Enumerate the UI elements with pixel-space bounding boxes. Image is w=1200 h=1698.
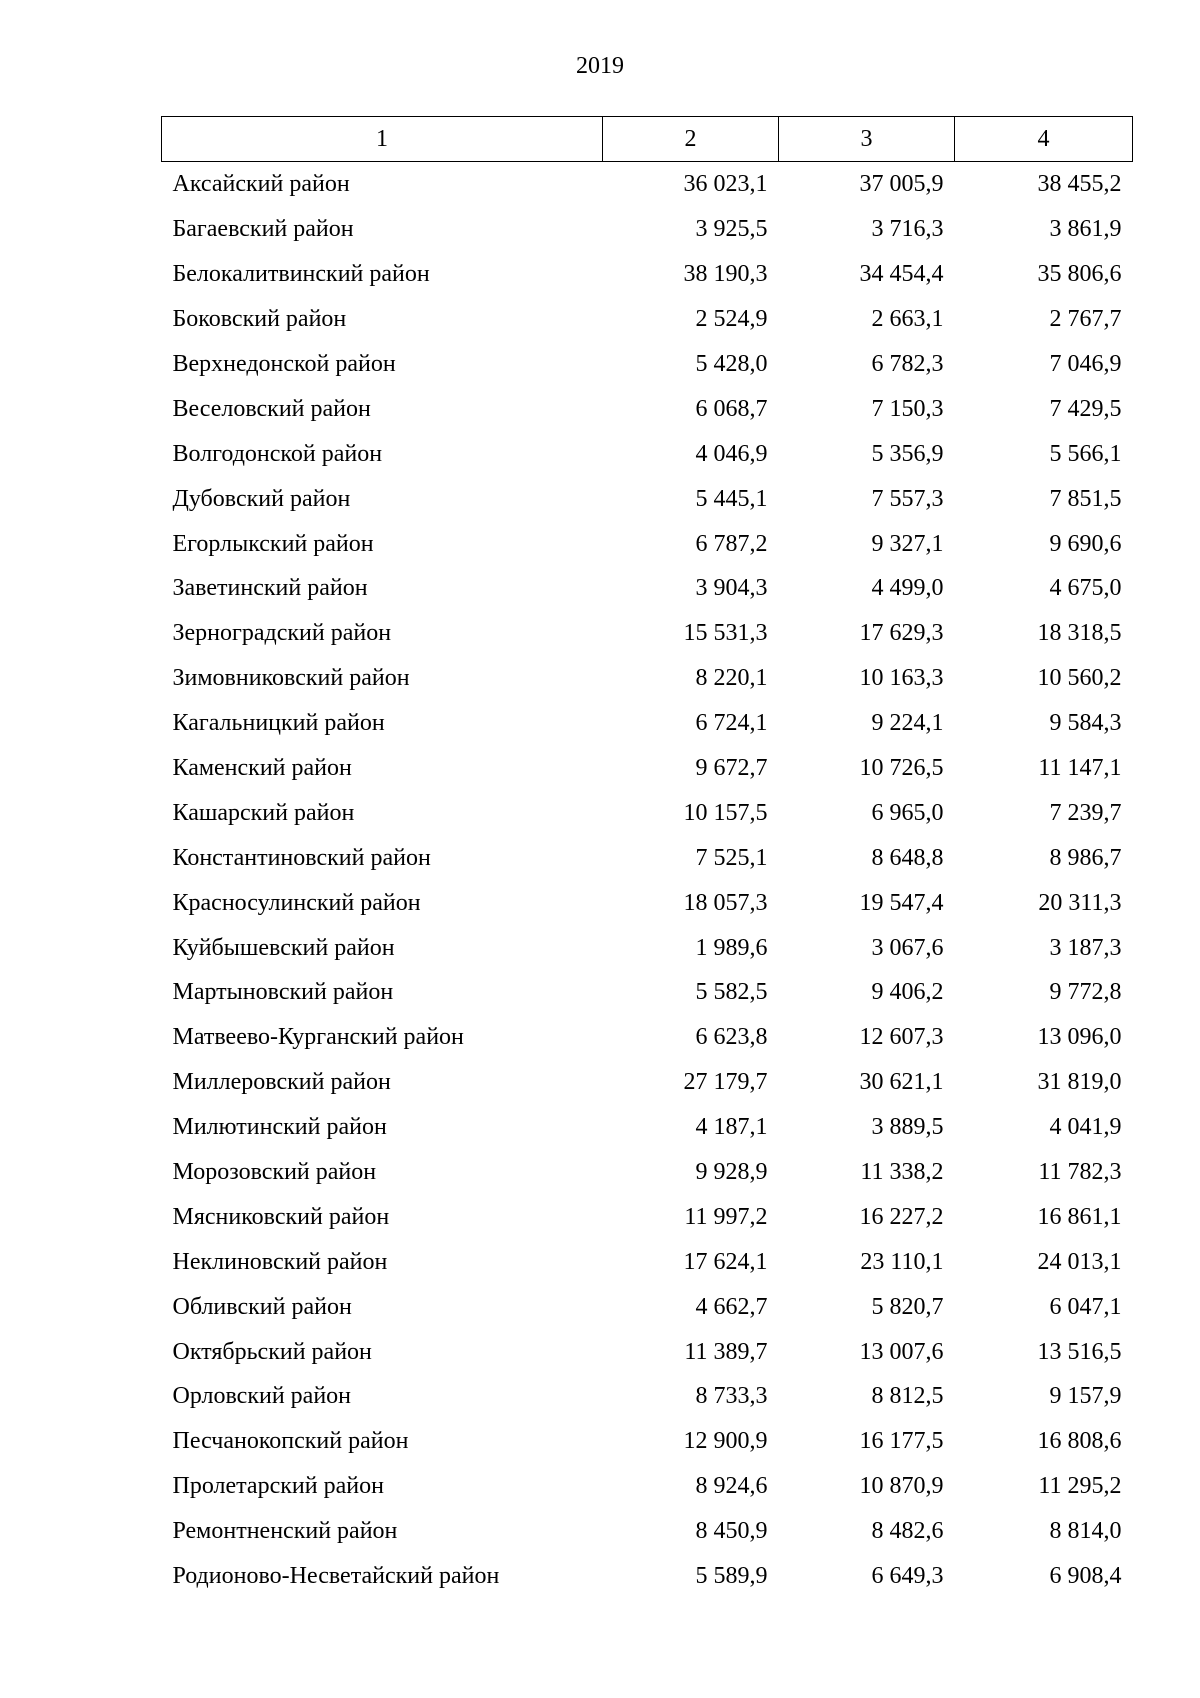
budget-table [161,116,1133,1599]
value-col-3: 8 648,8 [871,844,944,871]
district-name: Зерноградский район [172,620,392,647]
value-col-2: 5 582,5 [695,979,768,1006]
value-col-3: 3 716,3 [871,216,944,243]
district-name: Пролетарский район [172,1473,384,1500]
value-col-2: 38 190,3 [683,261,768,288]
value-col-3: 8 482,6 [871,1518,944,1545]
district-name: Родионово-Несветайский район [172,1563,500,1590]
table-row [162,746,1133,791]
table-row [162,521,1133,566]
table-row [162,1194,1133,1239]
value-col-4: 8 986,7 [1049,844,1122,871]
value-col-4: 11 295,2 [1038,1473,1122,1500]
district-name: Белокалитвинский район [172,261,430,288]
table-row [162,566,1133,611]
table-row [162,342,1133,387]
value-col-4: 3 861,9 [1049,216,1122,243]
table-row [162,207,1133,252]
value-col-3: 10 163,3 [859,665,944,692]
value-col-3: 12 607,3 [859,1024,944,1051]
value-col-2: 6 068,7 [695,395,768,422]
value-col-2: 36 023,1 [683,171,768,198]
table-row [162,431,1133,476]
value-col-2: 9 928,9 [695,1159,768,1186]
value-col-3: 10 870,9 [859,1473,944,1500]
value-col-2: 4 662,7 [695,1293,768,1320]
table-row [162,925,1133,970]
value-col-4: 18 318,5 [1037,620,1122,647]
value-col-3: 16 177,5 [859,1428,944,1455]
district-name: Милютинский район [172,1114,387,1141]
table-row [162,162,1133,207]
district-name: Мартыновский район [172,979,394,1006]
value-col-2: 17 624,1 [683,1248,768,1275]
value-col-3: 7 150,3 [871,395,944,422]
table-row [162,1015,1133,1060]
district-name: Неклиновский район [172,1248,388,1275]
value-col-4: 11 147,1 [1038,755,1122,782]
district-name: Обливский район [172,1293,352,1320]
value-col-3: 3 067,6 [871,934,944,961]
column-header-2: 2 [603,117,779,162]
district-name: Дубовский район [172,485,351,512]
value-col-2: 7 525,1 [695,844,768,871]
value-col-4: 13 096,0 [1037,1024,1122,1051]
table-row [162,1464,1133,1509]
district-name: Аксайский район [172,171,350,198]
value-col-3: 2 663,1 [871,306,944,333]
value-col-2: 4 187,1 [695,1114,768,1141]
table-row [162,835,1133,880]
value-col-3: 5 356,9 [871,440,944,467]
value-col-3: 3 889,5 [871,1114,944,1141]
value-col-2: 6 623,8 [695,1024,768,1051]
district-name: Каменский район [172,755,352,782]
table-row [162,1150,1133,1195]
value-col-2: 2 524,9 [695,306,768,333]
value-col-2: 1 989,6 [695,934,768,961]
value-col-3: 6 965,0 [871,799,944,826]
district-name: Песчанокопский район [172,1428,409,1455]
value-col-4: 9 690,6 [1049,530,1122,557]
column-header-1: 1 [162,117,603,162]
column-header-4: 4 [955,117,1133,162]
value-col-4: 10 560,2 [1037,665,1122,692]
column-header-3: 3 [779,117,955,162]
value-col-2: 12 900,9 [683,1428,768,1455]
table-row [162,880,1133,925]
value-col-4: 35 806,6 [1037,261,1122,288]
value-col-2: 11 389,7 [684,1338,768,1365]
value-col-3: 9 406,2 [871,979,944,1006]
table-row [162,1284,1133,1329]
value-col-4: 31 819,0 [1037,1069,1122,1096]
district-name: Егорлыкский район [172,530,374,557]
value-col-2: 9 672,7 [695,755,768,782]
value-col-2: 27 179,7 [683,1069,768,1096]
value-col-4: 9 584,3 [1049,710,1122,737]
value-col-4: 7 046,9 [1049,351,1122,377]
page-number: 2019 [576,53,624,79]
value-col-4: 9 157,9 [1049,1383,1122,1410]
value-col-4: 7 239,7 [1049,799,1122,826]
value-col-3: 5 820,7 [871,1293,944,1320]
value-col-4: 16 861,1 [1037,1203,1122,1230]
district-name: Волгодонской район [172,440,383,467]
district-name: Заветинский район [172,575,368,602]
value-col-2: 8 220,1 [695,665,768,692]
district-name: Мясниковский район [172,1203,390,1230]
value-col-2: 11 997,2 [684,1203,768,1230]
value-col-2: 5 445,1 [695,485,768,512]
district-name: Морозовский район [172,1159,377,1186]
value-col-3: 23 110,1 [860,1248,944,1275]
table-row [162,1374,1133,1419]
value-col-4: 38 455,2 [1037,171,1122,198]
table-body [162,162,1133,1599]
value-col-4: 5 566,1 [1049,440,1122,467]
district-name: Куйбышевский район [172,934,395,961]
district-name: Кагальницкий район [172,710,385,737]
value-col-2: 8 450,9 [695,1518,768,1545]
district-name: Миллеровский район [172,1069,391,1096]
value-col-4: 16 808,6 [1037,1428,1122,1455]
table-row [162,970,1133,1015]
table-row [162,1509,1133,1554]
value-col-4: 7 851,5 [1049,485,1122,512]
value-col-3: 34 454,4 [859,261,944,288]
table-row [162,297,1133,342]
value-col-4: 13 516,5 [1037,1338,1122,1365]
district-name: Матвеево-Курганский район [172,1024,464,1051]
value-col-2: 8 733,3 [695,1383,768,1410]
value-col-3: 13 007,6 [859,1338,944,1365]
table-row [162,476,1133,521]
district-name: Кашарский район [172,799,355,826]
value-col-2: 5 428,0 [695,351,768,377]
value-col-2: 8 924,6 [695,1473,768,1500]
table-header-row [162,117,1133,162]
table-row [162,1060,1133,1105]
value-col-3: 9 224,1 [871,710,944,737]
table-row [162,386,1133,431]
value-col-3: 6 782,3 [871,351,944,377]
district-name: Ремонтненский район [172,1518,398,1545]
value-col-2: 3 904,3 [695,575,768,602]
value-col-2: 5 589,9 [695,1563,768,1590]
table-row [162,252,1133,297]
value-col-2: 4 046,9 [695,440,768,467]
value-col-3: 10 726,5 [859,755,944,782]
value-col-4: 11 782,3 [1038,1159,1122,1186]
value-col-3: 19 547,4 [859,889,944,916]
value-col-4: 20 311,3 [1038,889,1122,916]
table-row [162,656,1133,701]
district-name: Орловский район [172,1383,352,1410]
value-col-3: 9 327,1 [871,530,944,557]
value-col-3: 8 812,5 [871,1383,944,1410]
table-row [162,1239,1133,1284]
value-col-3: 37 005,9 [859,171,944,198]
value-col-4: 24 013,1 [1037,1248,1122,1275]
table-row [162,790,1133,835]
value-col-4: 7 429,5 [1049,395,1122,422]
district-name: Константиновский район [172,844,431,871]
value-col-4: 6 047,1 [1049,1293,1122,1320]
value-col-4: 9 772,8 [1049,979,1122,1006]
value-col-2: 18 057,3 [683,889,768,916]
value-col-3: 6 649,3 [871,1563,944,1590]
value-col-4: 3 187,3 [1049,934,1122,961]
district-name: Октябрьский район [172,1338,372,1365]
table-row [162,1105,1133,1150]
table-row [162,701,1133,746]
district-name: Верхнедонской район [172,351,396,377]
value-col-2: 6 724,1 [695,710,768,737]
value-col-4: 4 041,9 [1049,1114,1122,1141]
value-col-3: 30 621,1 [859,1069,944,1096]
value-col-4: 6 908,4 [1049,1563,1122,1590]
value-col-4: 8 814,0 [1049,1518,1122,1545]
table-row [162,1419,1133,1464]
value-col-4: 4 675,0 [1049,575,1122,602]
value-col-2: 10 157,5 [683,799,768,826]
value-col-3: 11 338,2 [860,1159,944,1186]
district-name: Красносулинский район [172,889,421,916]
district-name: Зимовниковский район [172,665,410,692]
value-col-4: 2 767,7 [1049,306,1122,333]
district-name: Багаевский район [172,216,354,243]
district-name: Боковский район [172,306,347,333]
table-row [162,611,1133,656]
value-col-3: 17 629,3 [859,620,944,647]
value-col-3: 16 227,2 [859,1203,944,1230]
value-col-2: 3 925,5 [695,216,768,243]
value-col-2: 15 531,3 [683,620,768,647]
table-row [162,1329,1133,1374]
district-name: Веселовский район [172,395,371,422]
value-col-3: 4 499,0 [871,575,944,602]
value-col-3: 7 557,3 [871,485,944,512]
table-row [162,1554,1133,1599]
value-col-2: 6 787,2 [695,530,768,557]
